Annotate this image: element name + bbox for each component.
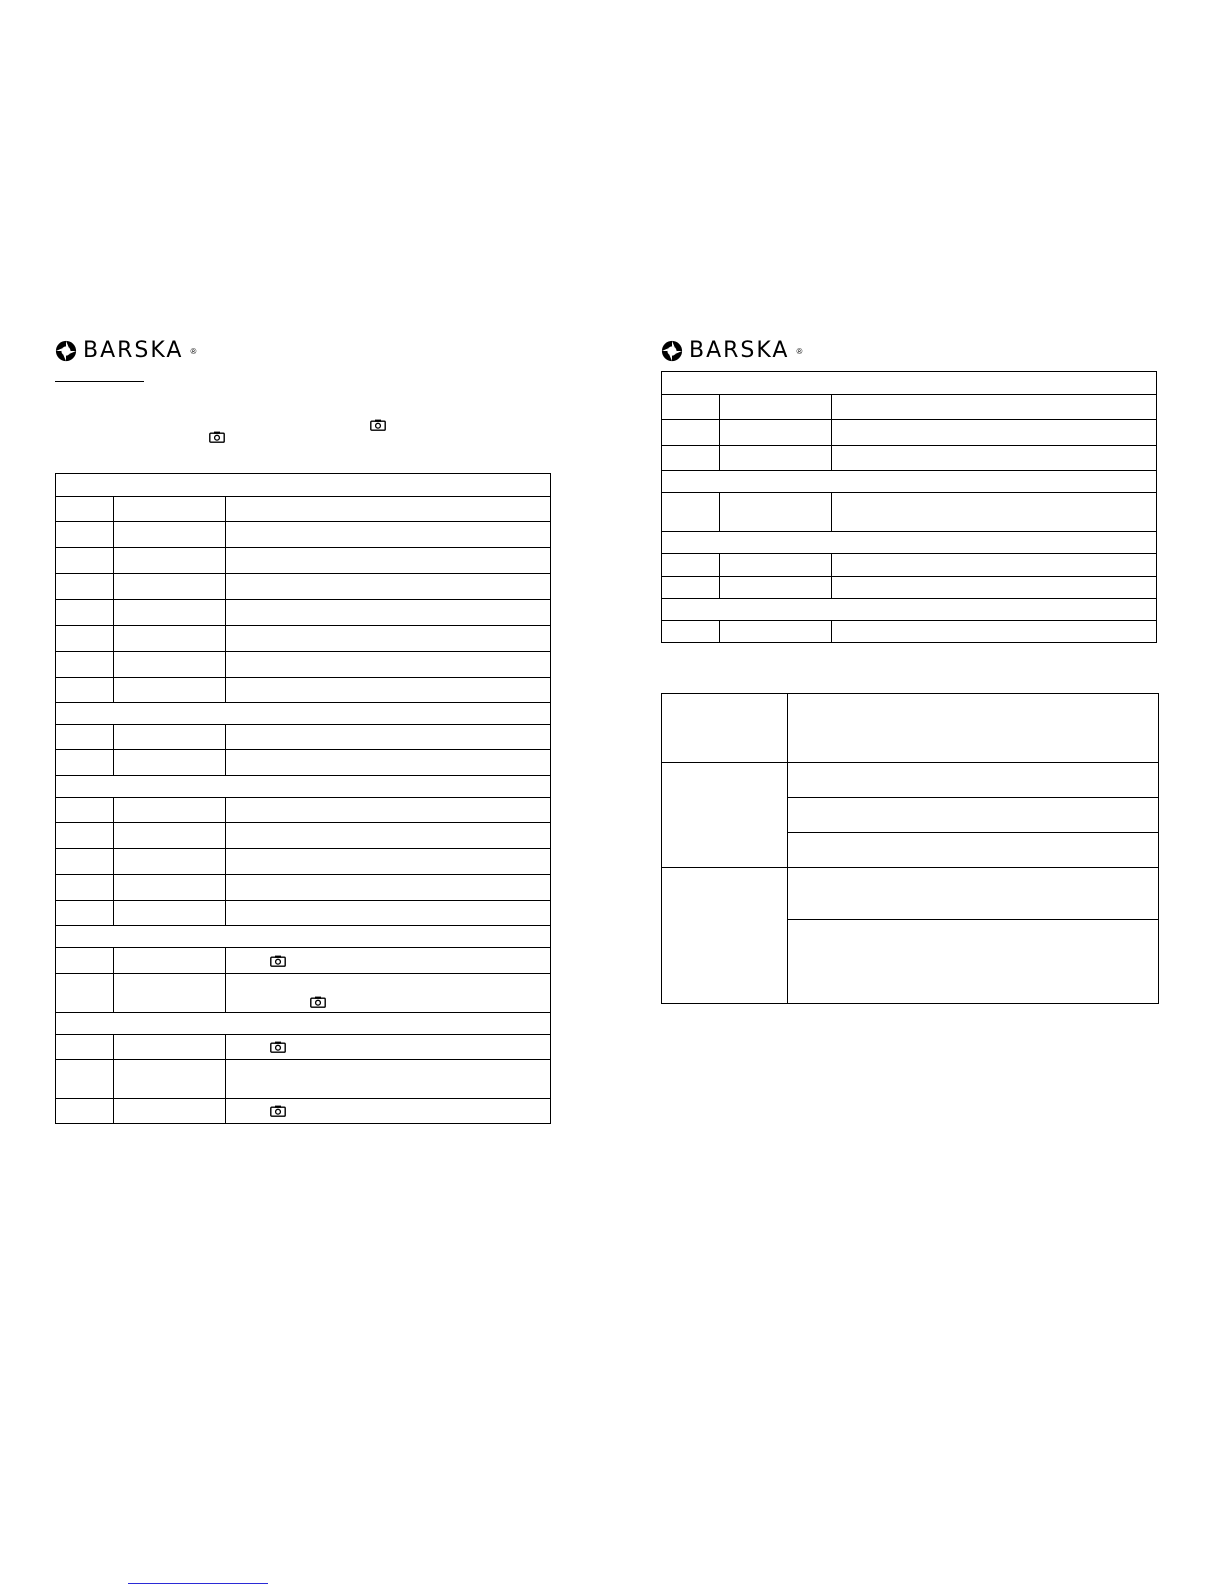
brand-name: BARSKA <box>689 338 790 363</box>
table-cell <box>226 574 551 600</box>
brand-name: BARSKA <box>83 338 184 363</box>
table-cell <box>114 948 226 974</box>
table-row <box>662 577 1157 599</box>
table-cell <box>114 725 226 750</box>
table-section-row <box>662 599 1157 621</box>
table-cell <box>114 652 226 678</box>
table-row <box>662 420 1157 446</box>
table-cell <box>56 974 114 1013</box>
table-cell <box>56 522 114 548</box>
table-cell <box>56 548 114 574</box>
table-row <box>662 868 1159 920</box>
table-cell <box>56 678 114 703</box>
table-cell <box>226 798 551 823</box>
table-cell <box>226 652 551 678</box>
table-cell <box>662 493 720 532</box>
solution-cell <box>788 833 1159 868</box>
solution-cell <box>788 798 1159 833</box>
footer-link-underline[interactable] <box>128 1583 268 1584</box>
table-cell <box>56 750 114 776</box>
section-cell <box>56 1013 551 1035</box>
table-cell <box>226 497 551 522</box>
table-cell <box>114 1060 226 1099</box>
table-section-row <box>662 471 1157 493</box>
table-cell <box>114 798 226 823</box>
aperture-logo-icon <box>55 340 77 362</box>
table-cell <box>226 901 551 926</box>
table-cell <box>56 875 114 901</box>
solution-cell <box>788 694 1159 763</box>
table-cell <box>832 395 1157 420</box>
table-row <box>56 798 551 823</box>
camera-icon <box>370 419 386 431</box>
table-cell <box>56 574 114 600</box>
table-cell <box>114 974 226 1013</box>
camera-icon <box>270 1041 286 1053</box>
table-cell <box>56 901 114 926</box>
right-spec-table <box>661 371 1157 643</box>
table-row <box>662 554 1157 577</box>
table-row <box>662 395 1157 420</box>
heading-underline <box>55 381 144 382</box>
table-cell <box>114 875 226 901</box>
table-cell <box>56 497 114 522</box>
table-cell <box>662 420 720 446</box>
section-cell <box>56 926 551 948</box>
table-row <box>662 694 1159 763</box>
section-cell <box>662 599 1157 621</box>
table-row <box>56 849 551 875</box>
table-cell <box>832 577 1157 599</box>
table-cell <box>56 798 114 823</box>
table-cell <box>226 974 551 1013</box>
table-cell <box>832 446 1157 471</box>
camera-icon <box>310 996 326 1008</box>
table-row <box>56 497 551 522</box>
aperture-logo-icon <box>661 340 683 362</box>
table-cell <box>832 420 1157 446</box>
table-cell <box>226 725 551 750</box>
table-cell <box>56 1060 114 1099</box>
table-cell <box>114 750 226 776</box>
table-cell <box>662 577 720 599</box>
table-cell <box>832 493 1157 532</box>
table-cell <box>720 554 832 577</box>
table-row <box>662 446 1157 471</box>
solution-cell <box>788 920 1159 1004</box>
table-cell <box>226 1060 551 1099</box>
table-cell <box>662 446 720 471</box>
table-row <box>56 600 551 626</box>
table-row <box>662 763 1159 798</box>
camera-icon <box>209 431 225 443</box>
left-spec-table <box>55 473 551 1124</box>
table-row <box>56 1035 551 1060</box>
table-cell <box>226 823 551 849</box>
table-cell <box>114 548 226 574</box>
table-cell <box>56 1099 114 1124</box>
table-cell <box>56 823 114 849</box>
table-cell <box>114 823 226 849</box>
table-row <box>56 875 551 901</box>
table-cell <box>720 493 832 532</box>
section-cell <box>662 532 1157 554</box>
table-section-row <box>56 474 551 497</box>
problem-cell <box>662 763 788 868</box>
table-cell <box>114 626 226 652</box>
table-row <box>662 493 1157 532</box>
solution-cell <box>788 763 1159 798</box>
table-row <box>56 948 551 974</box>
table-cell <box>662 554 720 577</box>
table-cell <box>114 600 226 626</box>
table-cell <box>720 420 832 446</box>
table-cell <box>114 1099 226 1124</box>
camera-icon <box>270 955 286 967</box>
table-row <box>56 574 551 600</box>
table-cell <box>56 849 114 875</box>
right-troubleshooting-table <box>661 693 1159 1004</box>
table-cell <box>226 600 551 626</box>
table-row <box>56 974 551 1013</box>
solution-cell <box>788 868 1159 920</box>
table-cell <box>720 577 832 599</box>
section-cell <box>662 471 1157 493</box>
section-cell <box>56 474 551 497</box>
table-section-row <box>56 926 551 948</box>
table-cell <box>226 849 551 875</box>
table-row <box>56 750 551 776</box>
table-cell <box>720 395 832 420</box>
table-cell <box>226 948 551 974</box>
table-cell <box>114 1035 226 1060</box>
table-section-row <box>662 532 1157 554</box>
table-row <box>56 522 551 548</box>
table-cell <box>226 548 551 574</box>
right-brand-logo <box>661 340 802 362</box>
registered-mark: ® <box>190 346 197 356</box>
table-cell <box>114 574 226 600</box>
table-row <box>662 621 1157 643</box>
section-cell <box>56 776 551 798</box>
left-brand-logo <box>55 340 196 362</box>
camera-icon <box>270 1105 286 1117</box>
table-row <box>56 548 551 574</box>
table-cell <box>226 1035 551 1060</box>
table-cell <box>662 621 720 643</box>
table-cell <box>226 522 551 548</box>
table-cell <box>56 725 114 750</box>
table-cell <box>114 522 226 548</box>
table-row <box>56 823 551 849</box>
table-section-row <box>56 703 551 725</box>
table-cell <box>720 446 832 471</box>
table-row <box>56 652 551 678</box>
table-cell <box>56 948 114 974</box>
table-row <box>56 626 551 652</box>
table-cell <box>114 497 226 522</box>
table-section-row <box>56 1013 551 1035</box>
table-row <box>56 901 551 926</box>
registered-mark: ® <box>796 346 803 356</box>
problem-cell <box>662 694 788 763</box>
table-cell <box>56 652 114 678</box>
table-cell <box>114 901 226 926</box>
table-cell <box>226 626 551 652</box>
problem-cell <box>662 868 788 1004</box>
table-cell <box>720 621 832 643</box>
table-cell <box>226 875 551 901</box>
section-cell <box>662 372 1157 395</box>
table-cell <box>832 554 1157 577</box>
table-cell <box>226 678 551 703</box>
table-cell <box>56 1035 114 1060</box>
table-cell <box>56 626 114 652</box>
table-row <box>56 678 551 703</box>
table-row <box>56 1099 551 1124</box>
table-cell <box>226 750 551 776</box>
table-cell <box>56 600 114 626</box>
table-cell <box>114 849 226 875</box>
table-row <box>56 725 551 750</box>
section-cell <box>56 703 551 725</box>
table-cell <box>832 621 1157 643</box>
table-section-row <box>662 372 1157 395</box>
table-cell <box>114 678 226 703</box>
table-section-row <box>56 776 551 798</box>
table-row <box>56 1060 551 1099</box>
table-cell <box>662 395 720 420</box>
table-cell <box>226 1099 551 1124</box>
